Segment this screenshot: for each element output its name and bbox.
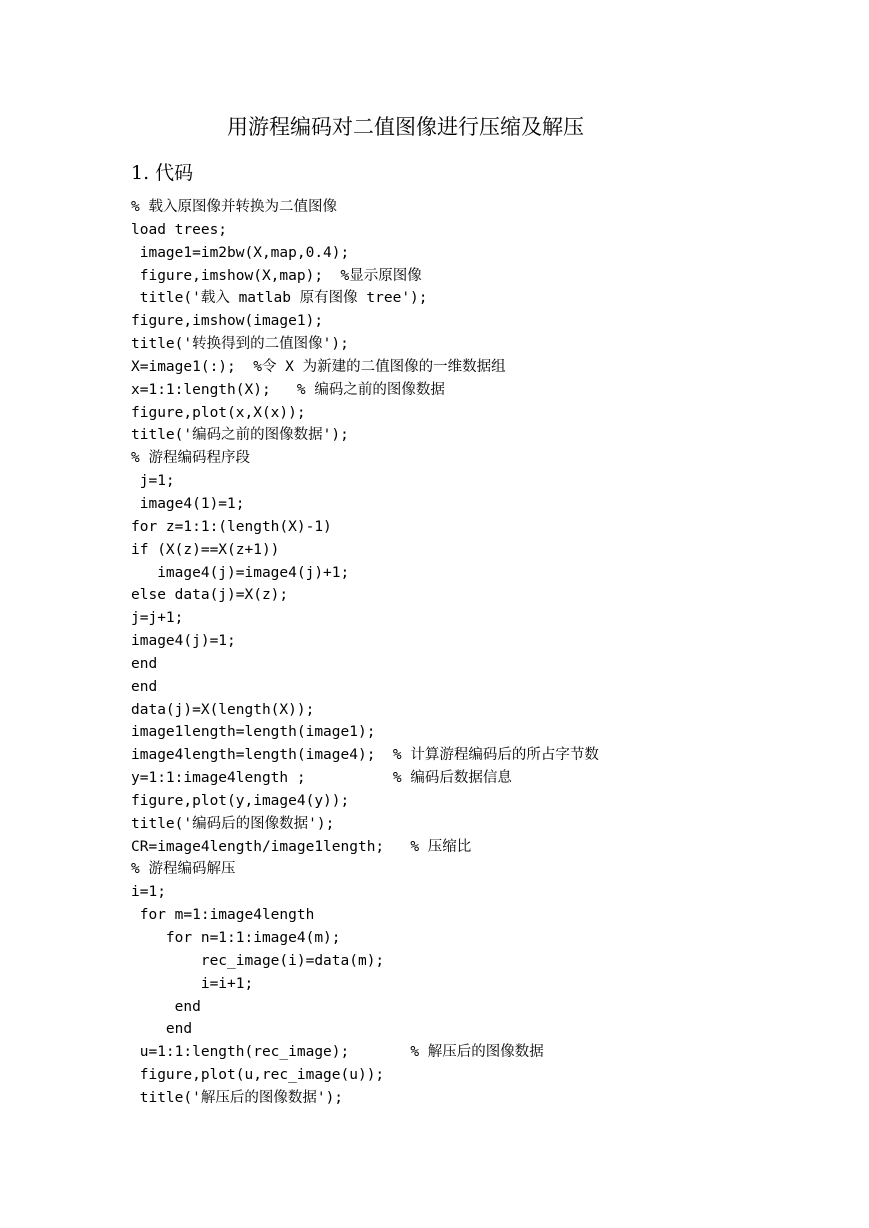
code-block <box>131 196 599 1110</box>
code-line: else data(j)=X(z); <box>131 587 289 604</box>
code-line: title('转换得到的二值图像'); <box>131 336 349 353</box>
code-line: end <box>131 655 158 672</box>
code-line: title('编码之前的图像数据'); <box>131 427 349 444</box>
code-line: title('编码后的图像数据'); <box>131 815 335 832</box>
code-line: end <box>131 1021 193 1038</box>
code-line: image1=im2bw(X,map,0.4); <box>131 244 350 261</box>
code-line: X=image1(:); %令 X 为新建的二值图像的一维数据组 <box>131 358 506 375</box>
code-line: % 游程编码解压 <box>131 861 236 878</box>
code-line: if (X(z)==X(z+1)) <box>131 541 280 558</box>
code-line: title('载入 matlab 原有图像 tree'); <box>131 290 428 307</box>
code-line: CR=image4length/image1length; % 压缩比 <box>131 838 472 855</box>
code-line: image4(j)=1; <box>131 633 236 650</box>
code-line: end <box>131 998 201 1015</box>
section-heading: 1. 代码 <box>131 162 194 184</box>
code-line: x=1:1:length(X); % 编码之前的图像数据 <box>131 381 445 398</box>
code-line: title('解压后的图像数据'); <box>131 1089 344 1106</box>
code-line: % 游程编码程序段 <box>131 450 250 467</box>
code-line: image4(1)=1; <box>131 495 245 512</box>
code-line: image1length=length(image1); <box>131 724 376 741</box>
code-line: figure,imshow(image1); <box>131 313 324 330</box>
code-line: data(j)=X(length(X)); <box>131 701 315 718</box>
code-line: for n=1:1:image4(m); <box>131 930 341 946</box>
code-line: rec_image(i)=data(m); <box>131 952 385 969</box>
code-line: figure,plot(x,X(x)); <box>131 404 306 421</box>
code-line: load trees; <box>131 221 228 238</box>
code-line: for z=1:1:(length(X)-1) <box>131 518 332 535</box>
code-line: y=1:1:image4length ; % 编码后数据信息 <box>131 770 512 787</box>
code-line: u=1:1:length(rec_image); % 解压后的图像数据 <box>131 1044 544 1061</box>
code-line: figure,plot(u,rec_image(u)); <box>131 1067 385 1084</box>
document-title: 用游程编码对二值图像进行压缩及解压 <box>227 115 584 139</box>
code-line: i=1; <box>131 884 166 901</box>
code-line: image4length=length(image4); % 计算游程编码后的所占字节数 <box>131 747 599 764</box>
code-line: i=i+1; <box>131 975 254 992</box>
code-line: figure,imshow(X,map); %显示原图像 <box>131 267 422 284</box>
code-line: j=j+1; <box>131 610 184 627</box>
code-line: % 载入原图像并转换为二值图像 <box>131 199 337 215</box>
code-line: figure,plot(y,image4(y)); <box>131 792 350 809</box>
code-line: end <box>131 678 158 695</box>
code-line: j=1; <box>131 473 175 490</box>
code-line: for m=1:image4length <box>131 907 315 924</box>
code-line: image4(j)=image4(j)+1; <box>131 564 350 581</box>
